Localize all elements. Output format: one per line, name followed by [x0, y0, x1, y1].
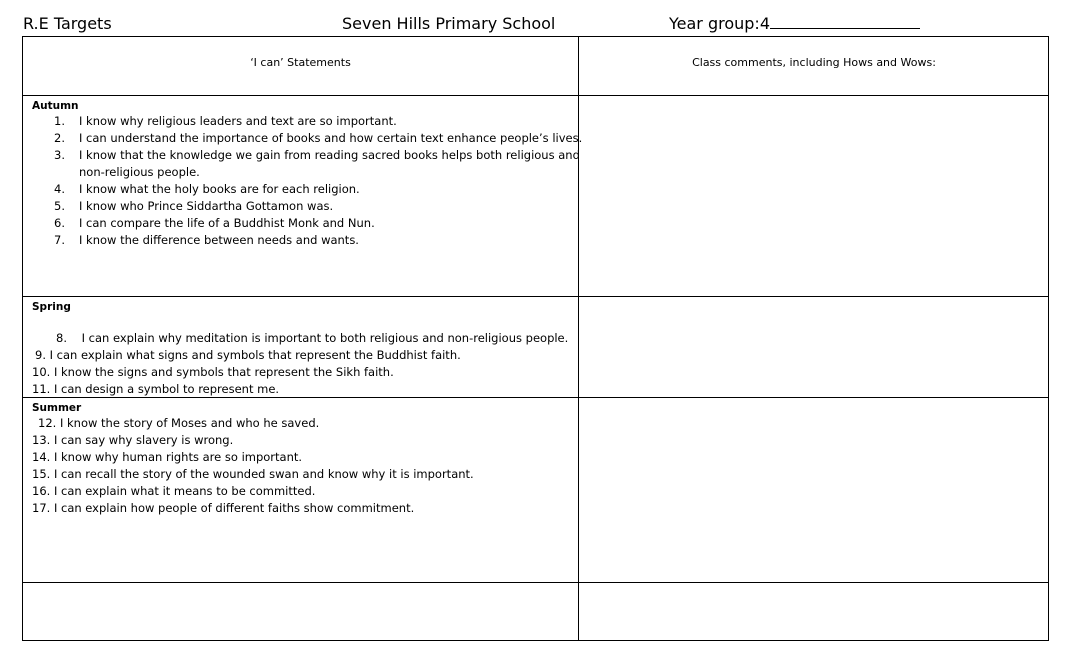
- list-item: 9. I can explain what signs and symbols that represent the Buddhist faith.: [35, 348, 461, 362]
- list-item: 2. I can understand the importance of books and how certain text enhance people’s lives.: [54, 131, 583, 145]
- list-item: 5. I know who Prince Siddartha Gottamon was.: [54, 199, 334, 213]
- spring-section: [32, 301, 568, 398]
- year-group: [669, 14, 920, 33]
- list-item: 7. I know the difference between needs and wants.: [54, 233, 359, 247]
- list-item: 3. I know that the knowledge we gain from reading sacred books helps both religious and: [54, 148, 580, 162]
- summer-section: [32, 402, 474, 517]
- list-item: 16. I can explain what it means to be committed.: [32, 484, 316, 498]
- school-name: Seven Hills Primary School: [342, 14, 556, 33]
- doc-title: R.E Targets: [23, 14, 112, 33]
- row-divider: [23, 95, 1048, 96]
- year-group-label: Year group:4: [669, 14, 770, 33]
- list-item: 1. I know why religious leaders and text are so important.: [54, 114, 397, 128]
- list-item: 11. I can design a symbol to represent me.: [32, 382, 280, 396]
- spring-title: Spring: [32, 301, 71, 313]
- list-item: 13. I can say why slavery is wrong.: [32, 433, 234, 447]
- list-item: 10. I know the signs and symbols that represent the Sikh faith.: [32, 365, 394, 379]
- list-item: 14. I know why human rights are so important.: [32, 450, 303, 464]
- autumn-section: [32, 100, 582, 249]
- row-divider: [23, 582, 1048, 583]
- list-item: 17. I can explain how people of different faiths show commitment.: [32, 501, 415, 515]
- row-divider: [23, 296, 1048, 297]
- autumn-title: Autumn: [32, 100, 79, 112]
- year-group-underline: [770, 14, 920, 29]
- list-item: 4. I know what the holy books are for each religion.: [54, 182, 360, 196]
- comments-heading: Class comments, including Hows and Wows:: [692, 56, 936, 69]
- list-item: 8. I can explain why meditation is important to both religious and non-religious people.: [56, 331, 569, 345]
- statements-heading: ‘I can’ Statements: [250, 56, 351, 69]
- list-item: 6. I can compare the life of a Buddhist Monk and Nun.: [54, 216, 375, 230]
- list-item: 15. I can recall the story of the wounded swan and know why it is important.: [32, 467, 474, 481]
- list-item: 12. I know the story of Moses and who he saved.: [38, 416, 320, 430]
- summer-title: Summer: [32, 402, 82, 414]
- targets-table: [22, 36, 1049, 641]
- list-item-continuation: non-religious people.: [79, 165, 200, 179]
